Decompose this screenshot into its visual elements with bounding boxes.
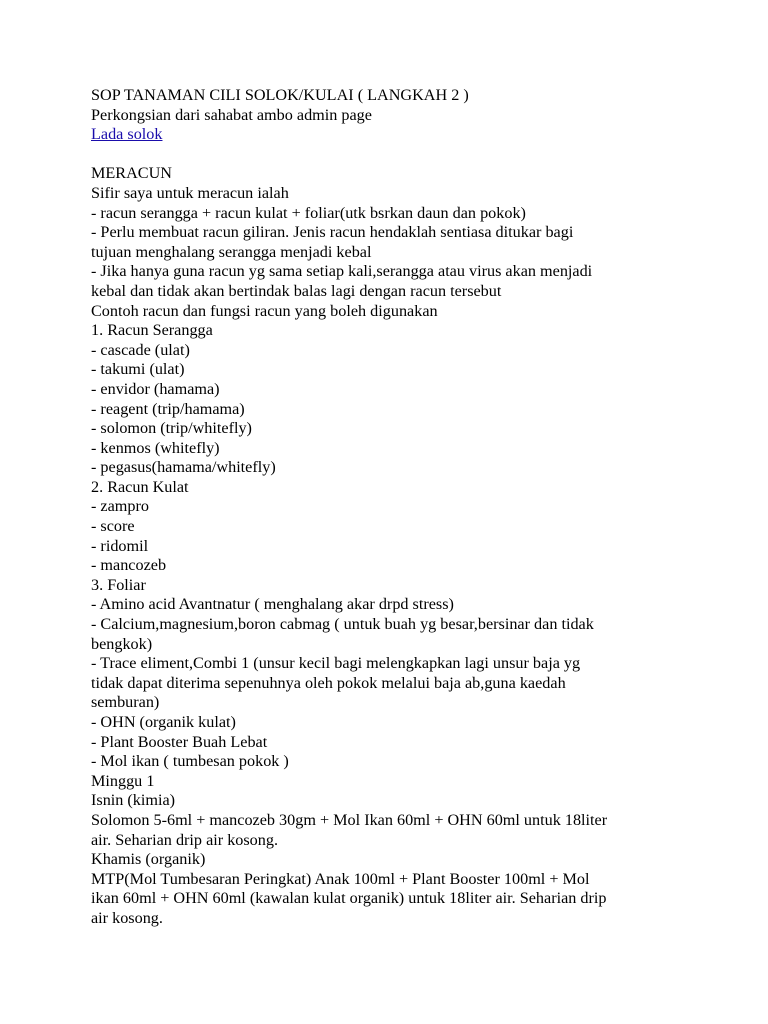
body-line: - racun serangga + racun kulat + foliar(utk bsrkan daun dan pokok): [91, 203, 526, 222]
body-line: - reagent (trip/hamama): [91, 399, 245, 418]
body-line: 2. Racun Kulat: [91, 477, 189, 496]
body-line: Minggu 1: [91, 771, 155, 790]
body-line: - OHN (organik kulat): [91, 713, 236, 731]
body-line: Khamis (organik): [91, 850, 206, 869]
body-line: - takumi (ulat): [91, 360, 185, 379]
body-line: - Perlu membuat racun giliran. Jenis racun hendaklah sentiasa ditukar bagi: [91, 223, 574, 242]
body-line: MERACUN: [91, 164, 172, 183]
body-text: [91, 164, 691, 928]
body-line: Isnin (kimia): [91, 791, 176, 810]
body-line: - zampro: [91, 497, 149, 516]
body-line: - Jika hanya guna racun yg sama setiap kali,serangga atau virus akan menjadi: [91, 262, 593, 281]
body-line: 3. Foliar: [91, 575, 146, 594]
document-title: SOP TANAMAN CILI SOLOK/KULAI ( LANGKAH 2 ): [91, 86, 469, 104]
body-line: - score: [91, 517, 135, 536]
body-line: ikan 60ml + OHN 60ml (kawalan kulat organik) untuk 18liter air. Seharian drip: [91, 889, 607, 908]
lada-solok-link[interactable]: Lada solok: [91, 125, 163, 144]
body-line: - cascade (ulat): [91, 340, 190, 359]
document-subtitle: Perkongsian dari sahabat ambo admin page: [91, 105, 372, 124]
body-line: - ridomil: [91, 536, 149, 555]
body-line: air kosong.: [91, 908, 163, 927]
body-line: Sifir saya untuk meracun ialah: [91, 183, 289, 202]
body-line: - envidor (hamama): [91, 379, 220, 398]
body-line: - Trace eliment,Combi 1 (unsur kecil bagi melengkapkan lagi unsur baja yg: [91, 654, 581, 673]
body-line: bengkok): [91, 634, 153, 653]
body-line: tidak dapat diterima sepenuhnya oleh pokok melalui baja ab,guna kaedah: [91, 673, 566, 692]
document-body: [91, 86, 691, 929]
body-line: - mancozeb: [91, 556, 167, 575]
body-line: Contoh racun dan fungsi racun yang boleh digunakan: [91, 301, 438, 320]
body-line: - Plant Booster Buah Lebat: [91, 732, 268, 751]
body-line: semburan): [91, 693, 160, 712]
body-line: - pegasus(hamama/whitefly): [91, 458, 276, 477]
paragraph-gap: [91, 145, 691, 165]
body-line: 1. Racun Serangga: [91, 321, 213, 340]
body-line: kebal dan tidak akan bertindak balas lagi dengan racun tersebut: [91, 281, 502, 300]
source-line: [91, 125, 691, 145]
body-line: - Calcium,magnesium,boron cabmag ( untuk buah yg besar,bersinar dan tidak: [91, 615, 594, 634]
body-line: - kenmos (whitefly): [91, 438, 220, 457]
body-line: air. Seharian drip air kosong.: [91, 830, 279, 849]
body-line: MTP(Mol Tumbesaran Peringkat) Anak 100ml + Plant Booster 100ml + Mol: [91, 869, 590, 888]
body-line: - Mol ikan ( tumbesan pokok ): [91, 752, 289, 771]
body-line: Solomon 5-6ml + mancozeb 30gm + Mol Ikan 60ml + OHN 60ml untuk 18liter: [91, 810, 608, 829]
body-line: - solomon (trip/whitefly): [91, 419, 252, 438]
body-line: tujuan menghalang serangga menjadi kebal: [91, 242, 372, 261]
body-line: - Amino acid Avantnatur ( menghalang akar drpd stress): [91, 595, 454, 614]
